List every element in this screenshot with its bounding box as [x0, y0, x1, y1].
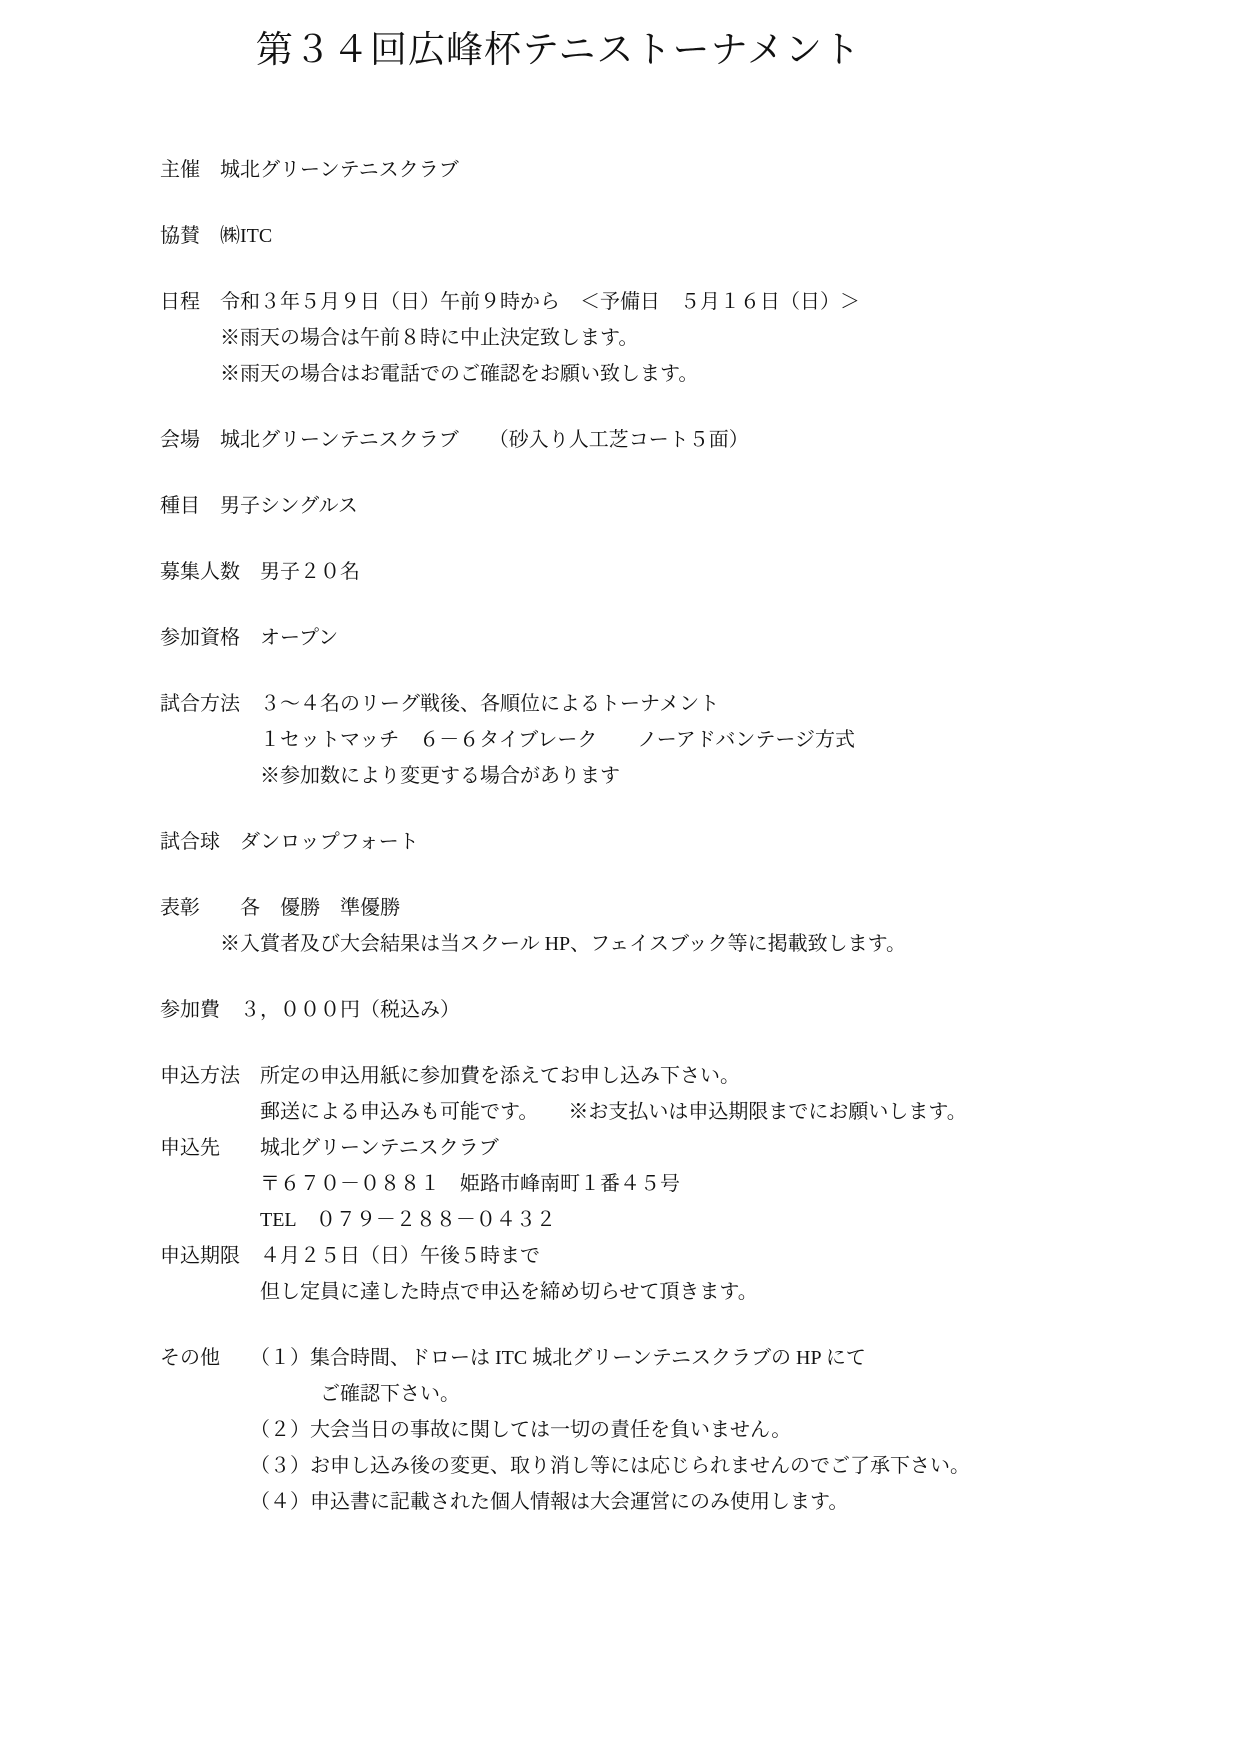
document-line: 協賛 ㈱ITC [160, 225, 273, 247]
section-schedule [160, 284, 1201, 392]
document-line: 試合方法 ３～４名のリーグ戦後、各順位によるトーナメント [160, 693, 720, 715]
document-line: 申込期限 ４月２５日（日）午後５時まで [160, 1245, 540, 1267]
document-line: （４）申込書に記載された個人情報は大会運営にのみ使用します。 [160, 1491, 849, 1513]
document-line: 申込先 城北グリーンテニスクラブ [160, 1137, 499, 1159]
document-line: 日程 令和３年５月９日（日）午前９時から ＜予備日 ５月１６日（日）＞ [160, 291, 860, 313]
document-line: 募集人数 男子２０名 [160, 561, 360, 583]
document-line: ご確認下さい。 [160, 1383, 460, 1405]
section-capacity [160, 554, 1201, 590]
document-line: ※入賞者及び大会結果は当スクール HP、フェイスブック等に掲載致します。 [160, 933, 906, 955]
section-venue [160, 422, 1201, 458]
document-line: 種目 男子シングルス [160, 495, 358, 517]
document-line: １セットマッチ ６－６タイブレーク ノーアドバンテージ方式 [160, 729, 855, 751]
section-host [160, 152, 1201, 188]
document-line: ※雨天の場合はお電話でのご確認をお願い致します。 [160, 363, 699, 385]
section-event [160, 488, 1201, 524]
document-line: 試合球 ダンロップフォート [160, 831, 419, 853]
document-line: ※雨天の場合は午前８時に中止決定致します。 [160, 327, 639, 349]
section-match-format [160, 686, 1201, 794]
document-line: その他 （１）集合時間、ドローは ITC 城北グリーンテニスクラブの HP にて [160, 1347, 866, 1369]
document-line: 申込方法 所定の申込用紙に参加費を添えてお申し込み下さい。 [160, 1065, 740, 1087]
section-sponsor [160, 218, 1201, 254]
document-line: （３）お申し込み後の変更、取り消し等には応じられませんのでご了承下さい。 [160, 1455, 970, 1477]
section-fee [160, 992, 1201, 1028]
document-line: 参加費 ３，０００円（税込み） [160, 999, 460, 1021]
document-line: （２）大会当日の事故に関しては一切の責任を負いません。 [160, 1419, 792, 1441]
document-line: ※参加数により変更する場合があります [160, 765, 620, 787]
document-line: 会場 城北グリーンテニスクラブ （砂入り人工芝コート５面） [160, 429, 749, 451]
section-application-deadline [160, 1238, 1201, 1310]
section-eligibility [160, 620, 1201, 656]
document-line: 〒６７０－０８８１ 姫路市峰南町１番４５号 [160, 1173, 680, 1195]
section-awards [160, 890, 1201, 962]
section-match-ball [160, 824, 1201, 860]
section-other-notes [160, 1340, 1201, 1520]
document-body [0, 152, 1241, 1520]
document-line: 参加資格 オープン [160, 627, 339, 649]
section-application-address [160, 1130, 1201, 1238]
document-title: 第３４回広峰杯テニストーナメント [255, 30, 862, 71]
document-line: 但し定員に達した時点で申込を締め切らせて頂きます。 [160, 1281, 758, 1303]
document-line: TEL ０７９－２８８－０４３２ [160, 1209, 556, 1231]
section-application-method [160, 1058, 1201, 1130]
document-line: 表彰 各 優勝 準優勝 [160, 897, 400, 919]
document-line: 主催 城北グリーンテニスクラブ [160, 159, 459, 181]
document-line: 郵送による申込みも可能です。 ※お支払いは申込期限までにお願いします。 [160, 1101, 967, 1123]
